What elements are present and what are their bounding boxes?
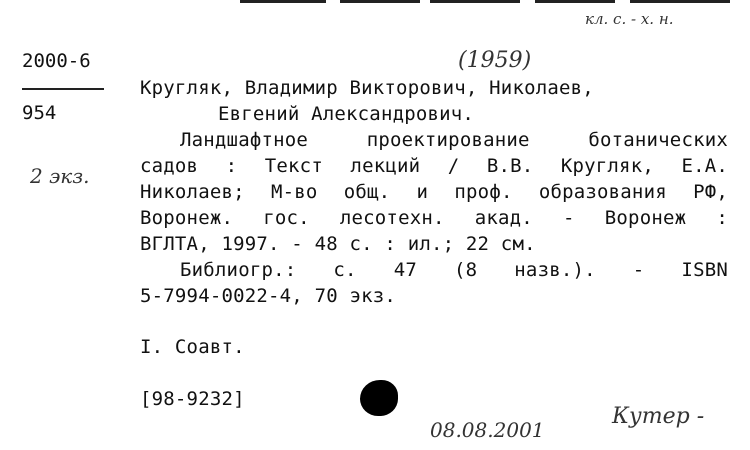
imprint-line: ВГЛТА, 1997. - 48 с. : ил.; 22 см. (140, 233, 536, 255)
author-heading: Кругляк, Владимир Викторович, Николаев, (140, 77, 594, 99)
shelf-divider (22, 88, 104, 90)
handwritten-year-note: (1959) (458, 48, 532, 73)
handwritten-date: 08.08.2001 (430, 418, 545, 442)
title-line: Николаев; М-во общ. и проф. образования РФ, (140, 181, 728, 203)
shelf-mark: 2000-6 (22, 50, 91, 72)
title-line: Воронеж. гос. лесотехн. акад. - Воронеж : (140, 207, 728, 229)
card-top-edge (240, 0, 326, 3)
card-top-edge (535, 0, 615, 3)
coauthor-entry: I. Соавт. (140, 336, 245, 358)
handwritten-signature: Кутер - (612, 404, 705, 429)
handwritten-top-note: кл. с. - х. н. (585, 10, 674, 28)
bibliography-note: Библиогр.: с. 47 (8 назв.). - ISBN (180, 259, 728, 281)
ink-blot (360, 380, 398, 416)
card-top-edge (340, 0, 420, 3)
registry-number: [98-9232] (140, 388, 245, 410)
card-top-edge (630, 0, 730, 3)
handwritten-copies-note: 2 экз. (30, 164, 90, 188)
title-line: садов : Текст лекций / В.В. Кругляк, Е.А. (140, 155, 728, 177)
isbn-line: 5-7994-0022-4, 70 экз. (140, 285, 397, 307)
card-top-edge (430, 0, 520, 3)
author-heading-continued: Евгений Александрович. (218, 103, 475, 125)
shelf-number: 954 (22, 102, 57, 124)
title-line: Ландшафтное проектирование ботанических (180, 129, 728, 151)
